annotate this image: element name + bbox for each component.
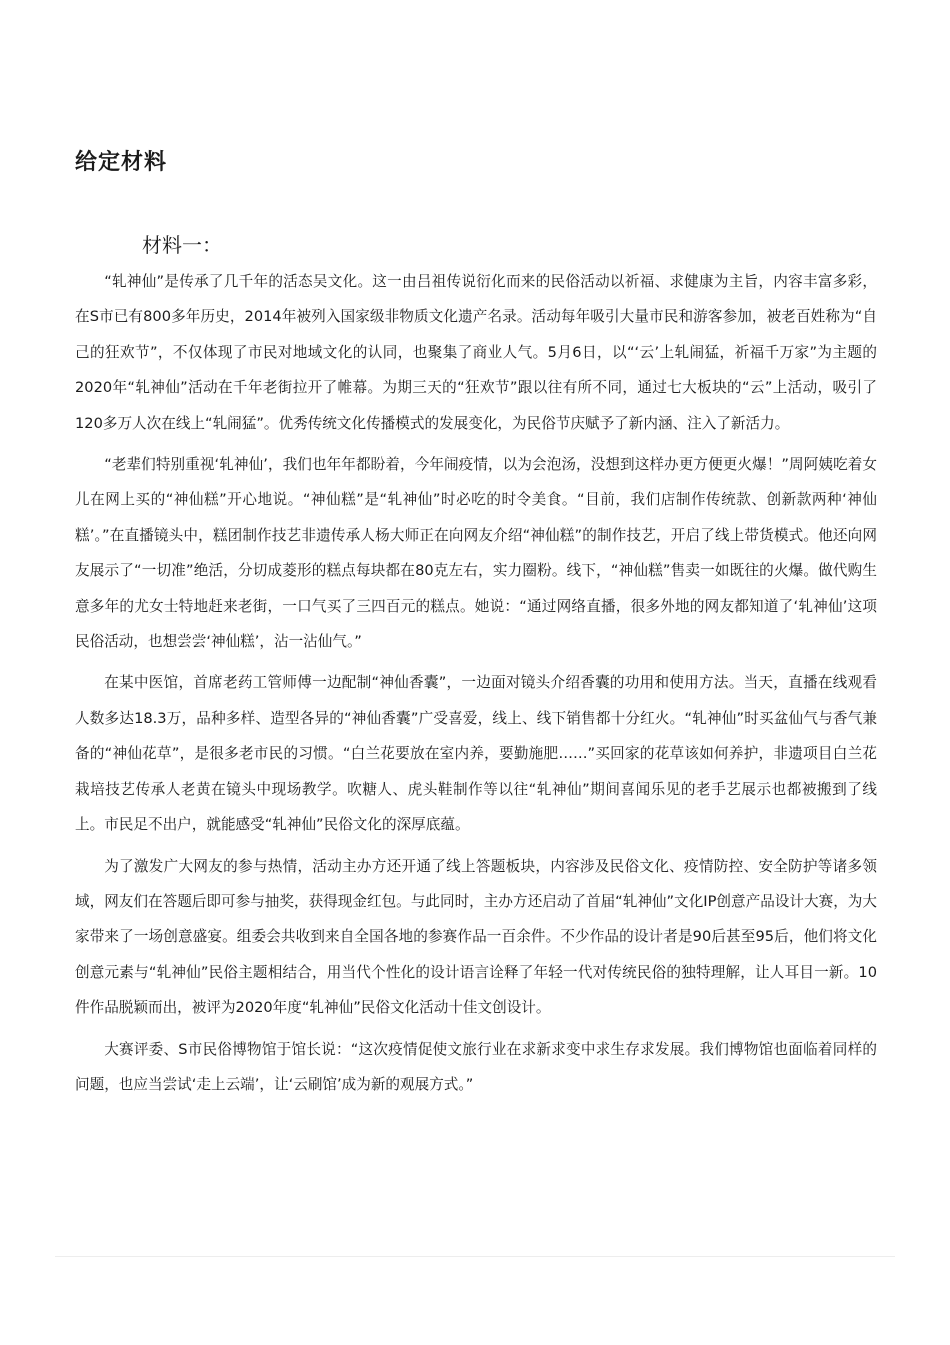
paragraph: 为了激发广大网友的参与热情，活动主办方还开通了线上答题板块，内容涉及民俗文化、疫情防控、安全防护等诸多领域，网友们在答题后即可参与抽奖，获得现金红包。与此同时，主办方还启动了首届“轧神仙”文化IP创意产品设计大赛，为大家带来了一场创意盛宴。组委会共收到来自全国各地的参赛作品一百余件。不少作品的设计者是90后甚至95后，他们将文化创意元素与“轧神仙”民俗主题相结合，用当代个性化的设计语言诠释了年轻一代对传统民俗的独特理解，让人耳目一新。10件作品脱颖而出，被评为2020年度“轧神仙”民俗文化活动十佳文创设计。 <box>75 857 877 1017</box>
paragraph: “轧神仙”是传承了几千年的活态吴文化。这一由吕祖传说衍化而来的民俗活动以祈福、求健康为主旨，内容丰富多彩，在S市已有800多年历史，2014年被列入国家级非物质文化遗产名录。活动每年吸引大量市民和游客参加，被老百姓称为“自己的狂欢节”，不仅体现了市民对地域文化的认同，也聚集了商业人气。5月6日，以“‘云’上轧闹猛，祈福千万家”为主题的2020年“轧神仙”活动在千年老街拉开了帷幕。为期三天的“狂欢节”跟以往有所不同，通过七大板块的“云”上活动，吸引了120多万人次在线上“轧闹猛”。优秀传统文化传播模式的发展变化，为民俗节庆赋予了新内涵、注入了新活力。 <box>75 273 877 432</box>
paragraph: 在某中医馆，首席老药工管师傅一边配制“神仙香囊”，一边面对镜头介绍香囊的功用和使用方法。当天，直播在线观看人数多达18.3万，品种多样、造型各异的“神仙香囊”广受喜爱，线上、线下销售都十分红火。“轧神仙”时买盆仙气与香气兼备的“神仙花草”，是很多老市民的习惯。“白兰花要放在室内养，要勤施肥……”买回家的花草该如何养护，非遗项目白兰花栽培技艺传承人老黄在镜头中现场教学。吹糖人、虎头鞋制作等以往“轧神仙”期间喜闻乐见的老手艺展示也都被搬到了线上。市民足不出户，就能感受“轧神仙”民俗文化的深厚底蕴。 <box>75 674 877 834</box>
paragraph: 大赛评委、S市民俗博物馆于馆长说：“这次疫情促使文旅行业在求新求变中求生存求发展。我们博物馆也面临着同样的问题，也应当尝试‘走上云端’，让‘云刷馆’成为新的观展方式。” <box>75 1040 877 1093</box>
page-divider <box>55 1256 895 1257</box>
paragraph: “老辈们特别重视‘轧神仙’，我们也年年都盼着，今年闹疫情，以为会泡汤，没想到这样办更方便更火爆！”周阿姨吃着女儿在网上买的“神仙糕”开心地说。“神仙糕”是“轧神仙”时必吃的时令美食。“目前，我们店制作传统款、创新款两种‘神仙糕’。”在直播镜头中，糕团制作技艺非遗传承人杨大师正在向网友介绍“神仙糕”的制作技艺，开启了线上带货模式。他还向网友展示了“一切准”绝活，分切成菱形的糕点每块都在80克左右，实力圈粉。线下，“神仙糕”售卖一如既往的火爆。做代购生意多年的尤女士特地赶来老街，一口气买了三四百元的糕点。她说：“通过网络直播，很多外地的网友都知道了‘轧神仙’这项民俗活动，也想尝尝‘神仙糕’，沾一沾仙气。” <box>75 456 877 651</box>
section-title: 材料一： <box>142 233 222 257</box>
page-title: 给定材料 <box>75 150 168 175</box>
material-body <box>75 264 877 1108</box>
